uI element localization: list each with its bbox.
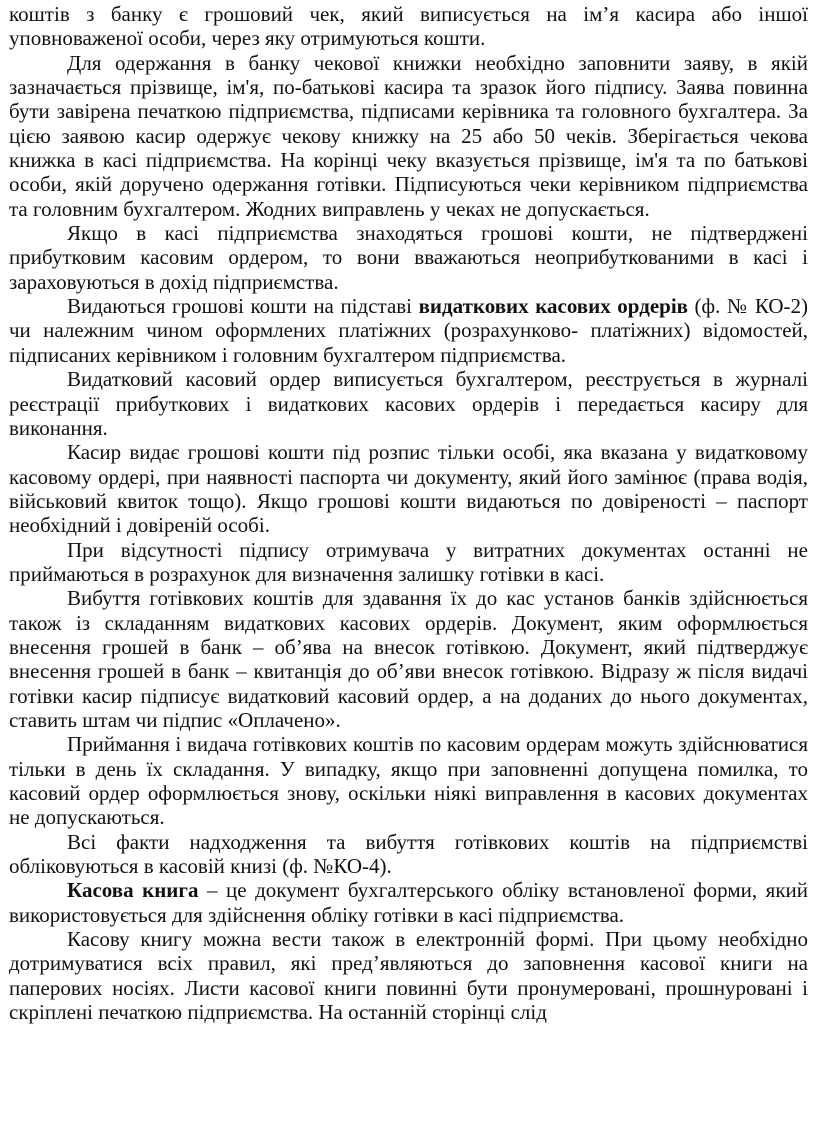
paragraph-cash-book-definition-rest: – це документ бухгалтерського обліку встановленої форми, який використовується для здійснення обліку готівки в касі підприємства. <box>9 878 808 927</box>
paragraph-expense-orders-rest: (ф. № КО-2) чи належним чином оформлених платіжних (розрахунково- платіжних) відомостей, підписаних керівником і головним бухгалтером підприємства. <box>9 294 808 367</box>
cash-book-term: Касова книга <box>67 878 199 903</box>
paragraph-electronic-cash-book: Касову книгу можна вести також в електронній формі. При цьому необхідно дотримуватися всіх правил, які пред’являються до заповнення касової книги на паперових носіях. Листи касової книги повинні бути пронумеровані, прошнуровані і скріплені печаткою підприємства. На останній сторінці слід <box>9 927 808 1025</box>
paragraph-same-day: Приймання і видача готівкових коштів по касовим ордерам можуть здійснюватися тільки в день їх складання. У випадку, якщо при заповненні допущена помилка, то касовий ордер оформлюється знову, оскільки ніякі виправлення в касових документах не допускаються. <box>9 732 808 830</box>
expense-orders-term: видаткових касових ордерів <box>418 294 688 319</box>
paragraph-cash-book-records: Всі факти надходження та вибуття готівкових коштів на підприємстві обліковуються в касовій книзі (ф. №КО-4). <box>9 829 808 879</box>
paragraph-cash-issue: Касир видає грошові кошти під розпис тільки особі, яка вказана у видатковому касовому ордері, при наявності паспорта чи документу, який його замінює (права водія, військовий квиток тощо). Якщо грошові кошти видаються по довіреності – паспорт необхідний і довіреній особі. <box>9 440 808 538</box>
paragraph-cheque-book: Для одержання в банку чекової книжки необхідно заповнити заяву, в якій зазначається прізвище, ім'я, по-батькові касира та зразок його підпису. Заява повинна бути завірена печаткою підприємства, підписами керівника та головного бухгалтера. За цією заявою касир одержує чекову книжку на 25 або 50 чеків. Зберігається чекова книжка в касі підприємства. На корінці чеку вказується прізвище, ім'я та по батькові особи, якій доручено одержання готівки. Підписуються чеки керівником підприємства та головним бухгалтером. Жодних виправлень у чеках не допускається. <box>9 50 808 221</box>
paragraph-cheque-definition: коштів з банку є грошовий чек, який виписується на ім’я касира або іншої уповноваженої особи, через яку отримуються кошти. <box>9 2 808 51</box>
paragraph-order-registration: Видатковий касовий ордер виписується бухгалтером, реєструється в журналі реєстрації прибуткових і видаткових касових ордерів і передається касиру для виконання. <box>9 367 808 440</box>
paragraph-expense-orders-lead: Видаються грошові кошти на підставі <box>67 294 419 319</box>
paragraph-unrecorded-cash: Якщо в касі підприємства знаходяться грошові кошти, не підтверджені прибутковим касовим ордером, то вони вважаються неоприбуткованими в касі і зараховуються в дохід підприємства. <box>9 221 808 294</box>
paragraph-bank-deposit: Вибуття готівкових коштів для здавання їх до кас установ банків здійснюється також із складанням видаткових касових ордерів. Документ, яким оформлюється внесення грошей в банк – об’ява на внесок готівкою. Документ, який підтверджує внесення грошей в банк – квитанція до об’яви внесок готівкою. Відразу ж після видачі готівки касир підписує видатковий касовий ордер, а на доданих до нього документах, ставить штам чи підпис «Оплачено». <box>9 586 808 732</box>
paragraph-cash-book-definition <box>9 878 808 927</box>
paragraph-missing-signature: При відсутності підпису отримувача у витратних документах останні не приймаються в розрахунок для визначення залишку готівки в касі. <box>9 537 808 586</box>
paragraph-expense-orders <box>9 294 808 367</box>
